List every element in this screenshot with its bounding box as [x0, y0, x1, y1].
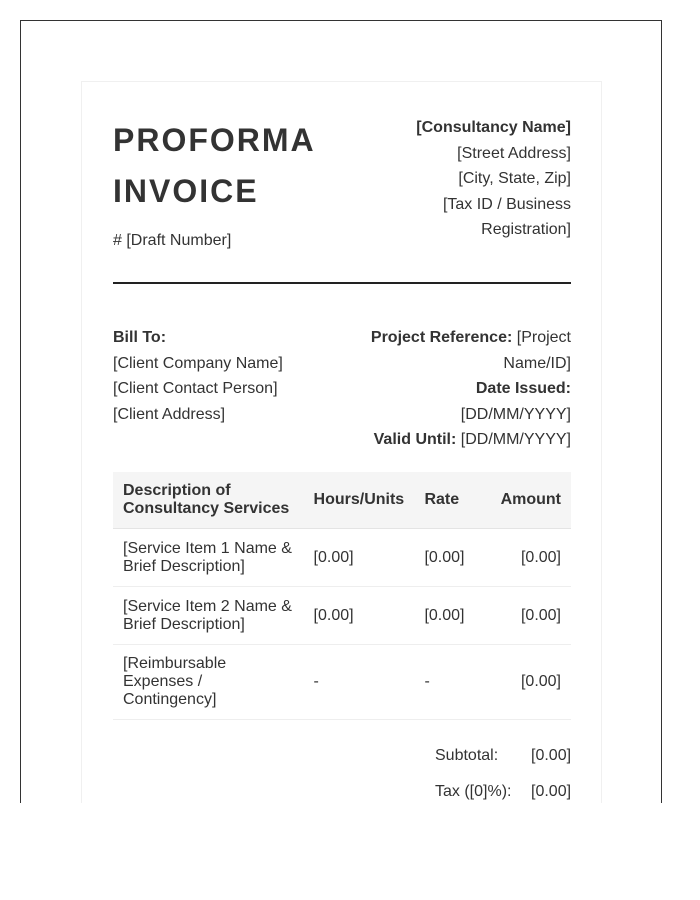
totals-block	[435, 745, 571, 803]
project-reference-label: Project Reference:	[370, 329, 513, 346]
row-description	[113, 587, 304, 645]
header-divider	[113, 282, 571, 284]
table-row	[113, 587, 571, 645]
row-description-line-2: Brief Description]	[123, 615, 245, 633]
subtotal-row	[435, 745, 571, 781]
row-rate: [0.00]	[414, 587, 490, 645]
bill-to-label: Bill To:	[113, 329, 167, 346]
project-reference-value-2: Name/ID]	[503, 354, 571, 372]
invoice-content	[113, 115, 572, 800]
tax-label: Tax ([0]%):	[435, 783, 512, 800]
project-reference-line-1	[331, 325, 571, 351]
consultancy-street: [Street Address]	[457, 144, 571, 162]
consultancy-city: [City, State, Zip]	[458, 170, 571, 187]
row-description-line-2: Contingency]	[123, 691, 217, 708]
consultancy-tax-line-2: Registration]	[481, 221, 571, 238]
consultancy-block	[351, 115, 571, 243]
row-description	[113, 529, 304, 587]
consultancy-tax-line-1: [Tax ID / Business	[442, 195, 571, 213]
row-hours: [0.00]	[304, 529, 415, 587]
row-description-line-1: [Reimbursable Expenses /	[123, 655, 227, 690]
consultancy-name: [Consultancy Name]	[416, 119, 571, 136]
project-info-block	[331, 325, 571, 453]
header-description-line-1: Description of	[123, 482, 231, 499]
services-table	[113, 472, 571, 720]
valid-until-value: [DD/MM/YYYY]	[460, 431, 571, 448]
page-frame	[20, 20, 662, 803]
date-issued-value: [DD/MM/YYYY]	[460, 405, 571, 423]
row-hours: -	[304, 645, 415, 720]
invoice-sheet	[81, 81, 602, 803]
bill-to-block	[113, 325, 283, 427]
date-issued-label: Date Issued:	[475, 380, 571, 397]
draft-number: # [Draft Number]	[113, 232, 232, 249]
title-line-1: PROFORMA	[113, 122, 316, 158]
subtotal-label: Subtotal:	[435, 747, 499, 764]
row-description-line-1: [Service Item 1 Name &	[123, 539, 292, 557]
row-amount: [0.00]	[491, 587, 571, 645]
title-line-2: INVOICE	[113, 173, 259, 209]
valid-until-label: Valid Until:	[373, 431, 457, 448]
row-rate: -	[414, 645, 490, 720]
client-address: [Client Address]	[113, 405, 226, 423]
row-rate: [0.00]	[414, 529, 490, 587]
row-description-line-1: [Service Item 2 Name &	[123, 597, 292, 615]
header-description-line-2: Consultancy Services	[123, 500, 290, 517]
header-amount: Amount	[491, 472, 571, 529]
tax-value: [0.00]	[531, 783, 572, 800]
valid-until-line	[331, 427, 571, 453]
subtotal-value: [0.00]	[531, 747, 572, 764]
table-header-row	[113, 472, 571, 529]
row-amount: [0.00]	[491, 645, 571, 720]
tax-row	[435, 781, 571, 803]
header-description	[113, 472, 304, 529]
client-contact: [Client Contact Person]	[113, 380, 278, 397]
row-hours: [0.00]	[304, 587, 415, 645]
client-company: [Client Company Name]	[113, 354, 283, 372]
header-hours: Hours/Units	[304, 472, 415, 529]
project-reference-value-1: [Project	[516, 329, 571, 346]
row-description	[113, 645, 304, 720]
header-rate: Rate	[414, 472, 490, 529]
row-description-line-2: Brief Description]	[123, 557, 245, 575]
table-row	[113, 645, 571, 720]
row-amount: [0.00]	[491, 529, 571, 587]
table-row	[113, 529, 571, 587]
